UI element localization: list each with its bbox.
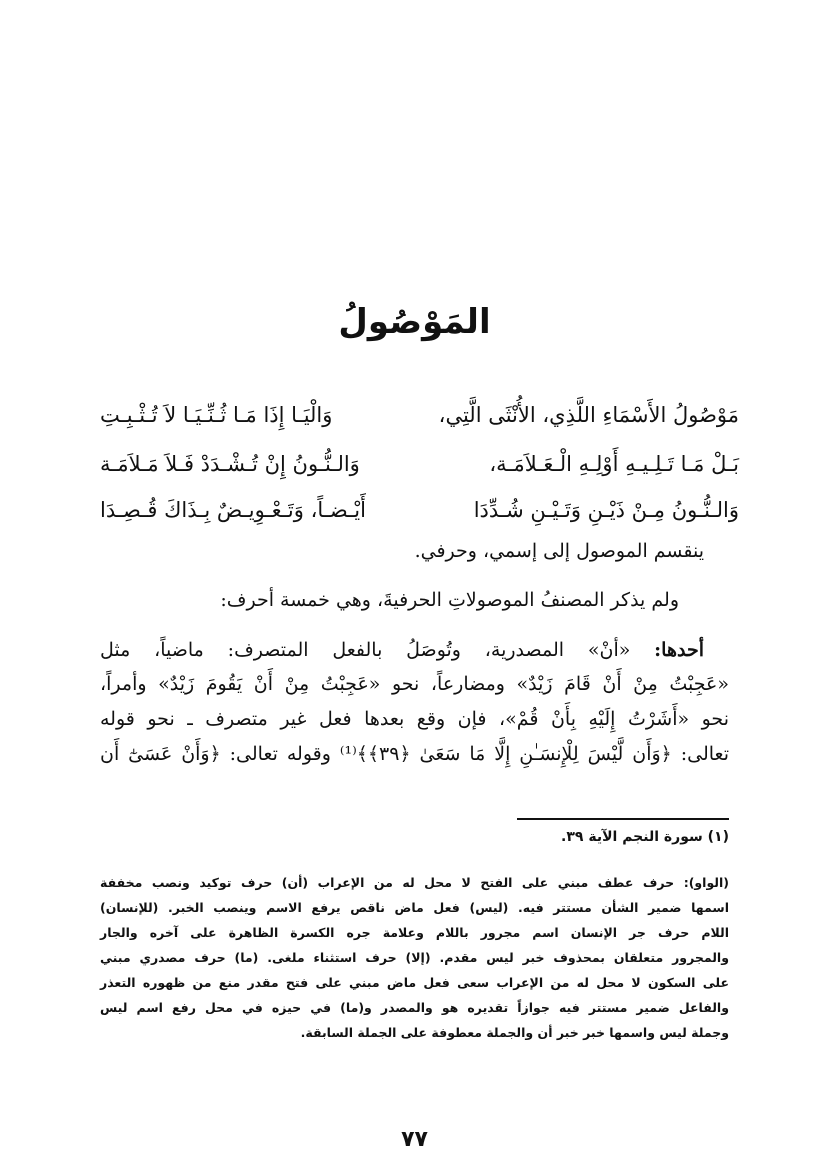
verse-first-hemistich: مَوْصُولُ الأَسْمَاءِ اللَّذِي، الأُنْثَى الَّتِي،: [438, 403, 739, 427]
footnote-line: (الواو): حرف عطف مبني على الفتح لا محل له من الإعراب (أن) حرف توكيد ونصب مخففة: [100, 875, 729, 890]
chapter-title: المَوْصُولُ: [338, 302, 491, 342]
footnote-line: اسمها ضمير الشأن مستتر فيه. (ليس) فعل ماض ناقص يرفع الاسم وينصب الخبر. (للإنسان): [100, 900, 729, 915]
paragraph-line: نحو «أَشَرْتُ إِلَيْهِ بِأَنْ قُمْ»، فإن وقع بعدها فعل غير متصرف ـ نحو قوله: [100, 708, 729, 730]
footnote-line: والمجرور متعلقان بمحذوف خبر ليس مقدم. (إلا) حرف استثناء ملغى. (ما) حرف مصدري مبني: [100, 950, 729, 965]
paragraph-particles-intro: ولم يذكر المصنفُ الموصولاتِ الحرفيةَ، وهي خمسة أحرف:: [220, 589, 679, 611]
paragraph-line: [100, 634, 704, 667]
footnote-line: والفاعل ضمير مستتر فيه جوازاً تقديره هو والمصدر و(ما) في حيزه في محل رفع اسم ليس: [100, 1000, 729, 1015]
paragraph-line: تعالى: ﴿وَأَن لَّيْسَ لِلْإِنسَـٰنِ إِلَّا مَا سَعَىٰ ﴿٣٩﴾﴾⁽¹⁾ وقوله تعالى: ﴿وَأَنْ عَسَىٰٓ أَن: [100, 743, 729, 765]
footnote-line: وجملة ليس واسمها خبر خبر أن والجملة معطوفة على الجملة السابقة.: [300, 1025, 729, 1040]
footnote-reference: (١) سورة النجم الآية ٣٩.: [561, 829, 729, 845]
verse-first-hemistich: بَـلْ مَـا تَـلِـيـهِ أَوْلِـهِ الْـعَـلاَمَـة،: [489, 452, 739, 476]
verse-first-hemistich: وَالـنُّـونُ مِـنْ ذَيْـنِ وَتَـيْـنِ شُـدِّدَا: [473, 498, 739, 522]
paragraph-lead-word: أحدها:: [654, 639, 704, 661]
page-number: ٧٧: [401, 1127, 428, 1152]
verse-line: [100, 444, 739, 484]
footnote-line: على السكون لا محل له من الإعراب سعى فعل ماض مبني على فتح مقدر منع من ظهوره التعذر: [100, 975, 729, 990]
footnote-line: اللام حرف جر الإنسان اسم مجرور باللام وعلامة جره الكسرة الظاهرة على آخره والجار: [100, 925, 729, 940]
verse-second-hemistich: أَيْـضـاً، وَتَـعْـوِيـضٌ بِـذَاكَ قُـصِـدَا: [100, 498, 366, 522]
footnote-separator: [517, 818, 729, 820]
paragraph-line: «عَجِبْتُ مِنْ أَنْ قَامَ زَيْدٌ» ومضارعاً، نحو «عَجِبْتُ مِنْ أَنْ يَقُومَ زَيْدٌ» وأمراً،: [100, 673, 729, 695]
verse-line: [100, 490, 739, 530]
paragraph-division: ينقسم الموصول إلى إسمي، وحرفي.: [414, 540, 704, 562]
verse-second-hemistich: وَالـنُّـونُ إِنْ تُـشْـدَدْ فَـلاَ مَـلاَمَـة: [100, 452, 360, 476]
verse-line: [100, 395, 739, 435]
paragraph-line-text: «أنْ» المصدرية، وتُوصَلُ بالفعل المتصرف: ماضياً، مثل: [100, 639, 631, 661]
verse-second-hemistich: وَالْيَـا إِذَا مَـا ثُـنِّـيَـا لاَ تُـثْـبِـتِ: [100, 403, 333, 427]
